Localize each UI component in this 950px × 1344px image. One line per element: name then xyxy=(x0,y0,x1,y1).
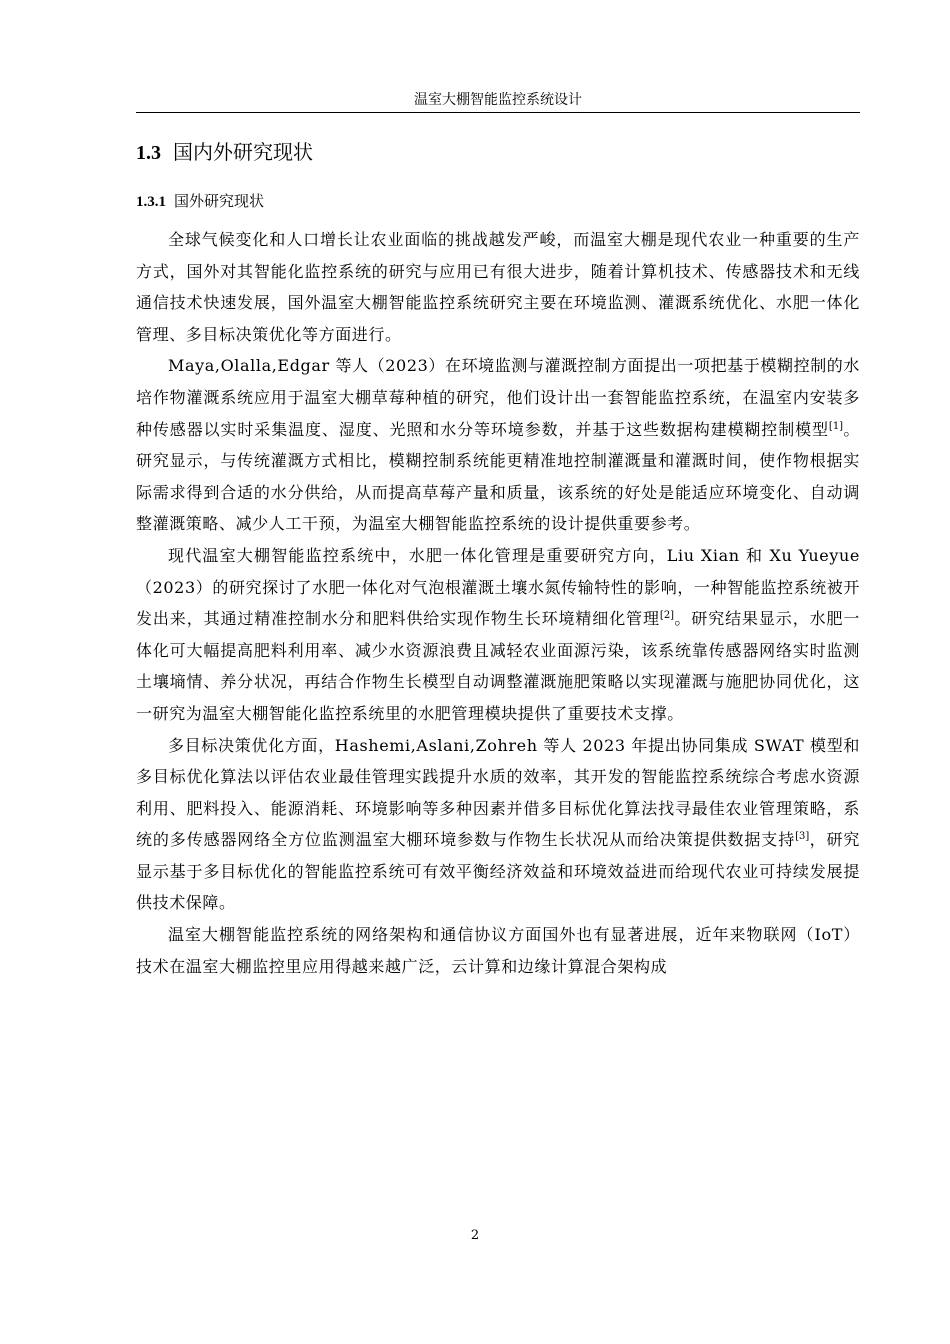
body-text xyxy=(136,224,860,982)
paragraph-maya xyxy=(136,350,860,540)
citation-1[interactable]: [1] xyxy=(828,420,844,432)
page-number: 2 xyxy=(470,1228,480,1243)
section-heading xyxy=(136,138,313,167)
paragraph-network: 温室大棚智能监控系统的网络架构和通信协议方面国外也有显著进展，近年来物联网（IoT）技术在温室大棚监控里应用得越来越广泛，云计算和边缘计算混合架构成 xyxy=(136,925,860,976)
running-header: 温室大棚智能监控系统设计 xyxy=(414,92,582,108)
paragraph-text: 现代温室大棚智能监控系统中，水肥一体化管理是重要研究方向，Liu Xian 和 Xu Yueyue（2023）的研究探讨了水肥一体化对气泡根灌溉土壤水氮传输特性的影响，一种智能监控系统被开发出来，其通过精准控制水分和肥料供给实现作物生长环境精细化管理 xyxy=(136,545,860,629)
header-rule xyxy=(136,112,860,113)
paragraph-text: 。研究显示，与传统灌溉方式相比，模糊控制系统能更精准地控制灌溉量和灌溉时间，使作物根据实际需求得到合适的水分供给，从而提高草莓产量和质量，该系统的好处是能适应环境变化、自动调整灌溉策略、减少人工干预，为温室大棚智能监控系统的设计提供重要参考。 xyxy=(136,419,860,534)
subsection-heading xyxy=(136,190,264,213)
subsection-number: 1.3.1 xyxy=(136,194,166,210)
paragraph-intro: 全球气候变化和人口增长让农业面临的挑战越发严峻，而温室大棚是现代农业一种重要的生产方式，国外对其智能化监控系统的研究与应用已有很大进步，随着计算机技术、传感器技术和无线通信技术快速发展，国外温室大棚智能监控系统研究主要在环境监测、灌溉系统优化、水肥一体化管理、多目标决策优化等方面进行。 xyxy=(136,230,860,344)
subsection-title: 国外研究现状 xyxy=(174,192,265,210)
paragraph-hashemi xyxy=(136,730,860,920)
paragraph-text: 。研究结果显示，水肥一体化可大幅提高肥料利用率、减少水资源浪费且减轻农业面源污染，该系统靠传感器网络实时监测土壤墒情、养分状况，再结合作物生长模型自动调整灌溉施肥策略以实现灌溉与施肥协同优化，这一研究为温室大棚智能化监控系统里的水肥管理模块提供了重要技术支撑。 xyxy=(136,609,860,723)
paragraph-text: Maya,Olalla,Edgar 等人（2023）在环境监测与灌溉控制方面提出一项把基于模糊控制的水培作物灌溉系统应用于温室大棚草莓种植的研究，他们设计出一套智能监控系统，在温室内安装多种传感器以实时采集温度、湿度、光照和水分等环境参数，并基于这些数据构建模糊控制模型 xyxy=(136,356,860,439)
paragraph-liu-xu xyxy=(136,540,860,730)
section-title: 国内外研究现状 xyxy=(173,140,313,164)
paragraph-text: 多目标决策优化方面，Hashemi,Aslani,Zohreh 等人 2023 年提出协同集成 SWAT 模型和多目标优化算法以评估农业最佳管理实践提升水质的效率，其开发的智能监控系统综合考虑水资源利用、肥料投入、能源消耗、环境影响等多种因素并借多目标优化算法找寻最佳农业管理策略，系统的多传感器网络全方位监测温室大棚环境参数与作物生长状况从而给决策提供数据支持 xyxy=(136,735,860,850)
citation-3[interactable]: [3] xyxy=(795,831,810,843)
citation-2[interactable]: [2] xyxy=(659,610,675,622)
section-number: 1.3 xyxy=(136,142,161,164)
paragraph-text: ，研究显示基于多目标优化的智能监控系统可有效平衡经济效益和环境效益进而给现代农业可持续发展提供技术保障。 xyxy=(136,830,860,913)
